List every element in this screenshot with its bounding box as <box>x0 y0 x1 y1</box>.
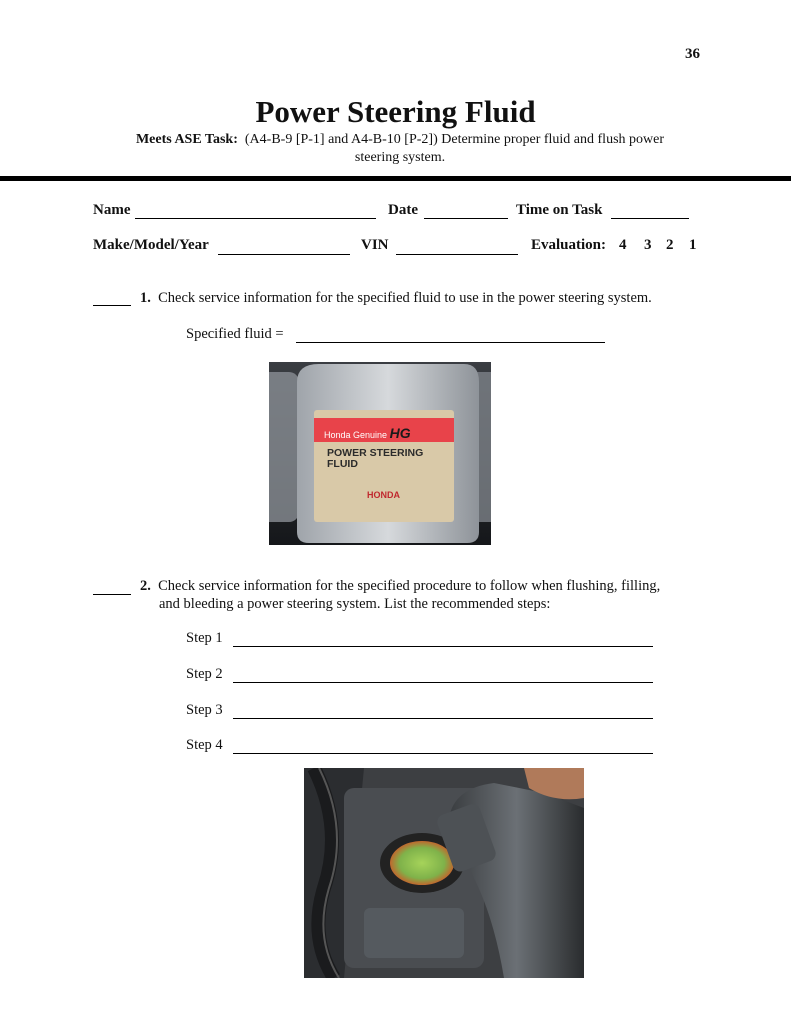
ase-task-subtitle <box>100 131 700 167</box>
header-divider <box>0 176 791 181</box>
task1-number: 1. <box>140 290 151 306</box>
evaluation-score-2[interactable]: 2 <box>666 237 674 253</box>
step1-field[interactable] <box>233 646 653 647</box>
label-product <box>327 448 423 470</box>
step3-label: Step 3 <box>186 702 223 718</box>
evaluation-score-4[interactable]: 4 <box>619 237 627 253</box>
specified-fluid-field[interactable] <box>296 342 605 343</box>
name-field[interactable] <box>135 218 376 219</box>
time-on-task-field[interactable] <box>611 218 689 219</box>
task1-checkbox-line[interactable] <box>93 305 131 306</box>
vin-field[interactable] <box>396 254 518 255</box>
time-on-task-label: Time on Task <box>516 202 603 218</box>
page-number: 36 <box>685 46 700 62</box>
task1-text: Check service information for the specified fluid to use in the power steering system. <box>158 290 652 306</box>
label-product-line1: POWER STEERING <box>327 447 424 459</box>
label-maker: HONDA <box>367 490 400 500</box>
task2-row-1 <box>140 578 660 595</box>
label-hg-text: HG <box>389 425 411 441</box>
task2-text-2: and bleeding a power steering system. List the recommended steps: <box>159 596 551 612</box>
ase-task-label: Meets ASE Task: <box>135 132 238 147</box>
vin-label: VIN <box>361 237 389 253</box>
label-brand-text: Honda Genuine <box>324 430 388 440</box>
label-brand <box>324 425 411 441</box>
ase-task-text-2: steering system. <box>354 150 446 165</box>
step2-field[interactable] <box>233 682 653 683</box>
specified-fluid-label: Specified fluid = <box>186 326 284 342</box>
task1-row <box>140 290 652 307</box>
date-label: Date <box>388 202 418 218</box>
ase-task-text-1: (A4-B-9 [P-1] and A4-B-10 [P-2]) Determine proper fluid and flush power <box>244 132 665 147</box>
fluid-jug-photo <box>269 362 491 545</box>
task2-text-1: Check service information for the specified procedure to follow when flushing, filling, <box>158 578 661 594</box>
label-product-line2: FLUID <box>327 458 358 470</box>
name-label: Name <box>93 202 131 218</box>
evaluation-score-1[interactable]: 1 <box>689 237 697 253</box>
task2-checkbox-line[interactable] <box>93 594 131 595</box>
evaluation-score-3[interactable]: 3 <box>644 237 652 253</box>
pouring-fluid-photo <box>304 768 584 978</box>
step1-label: Step 1 <box>186 630 223 646</box>
make-model-year-field[interactable] <box>218 254 350 255</box>
date-field[interactable] <box>424 218 508 219</box>
evaluation-label: Evaluation: <box>531 237 607 253</box>
task2-number: 2. <box>140 578 151 594</box>
make-model-year-label: Make/Model/Year <box>93 237 209 253</box>
step4-label: Step 4 <box>186 737 223 753</box>
step2-label: Step 2 <box>186 666 223 682</box>
page-title: Power Steering Fluid <box>255 94 536 129</box>
step3-field[interactable] <box>233 718 653 719</box>
step4-field[interactable] <box>233 753 653 754</box>
